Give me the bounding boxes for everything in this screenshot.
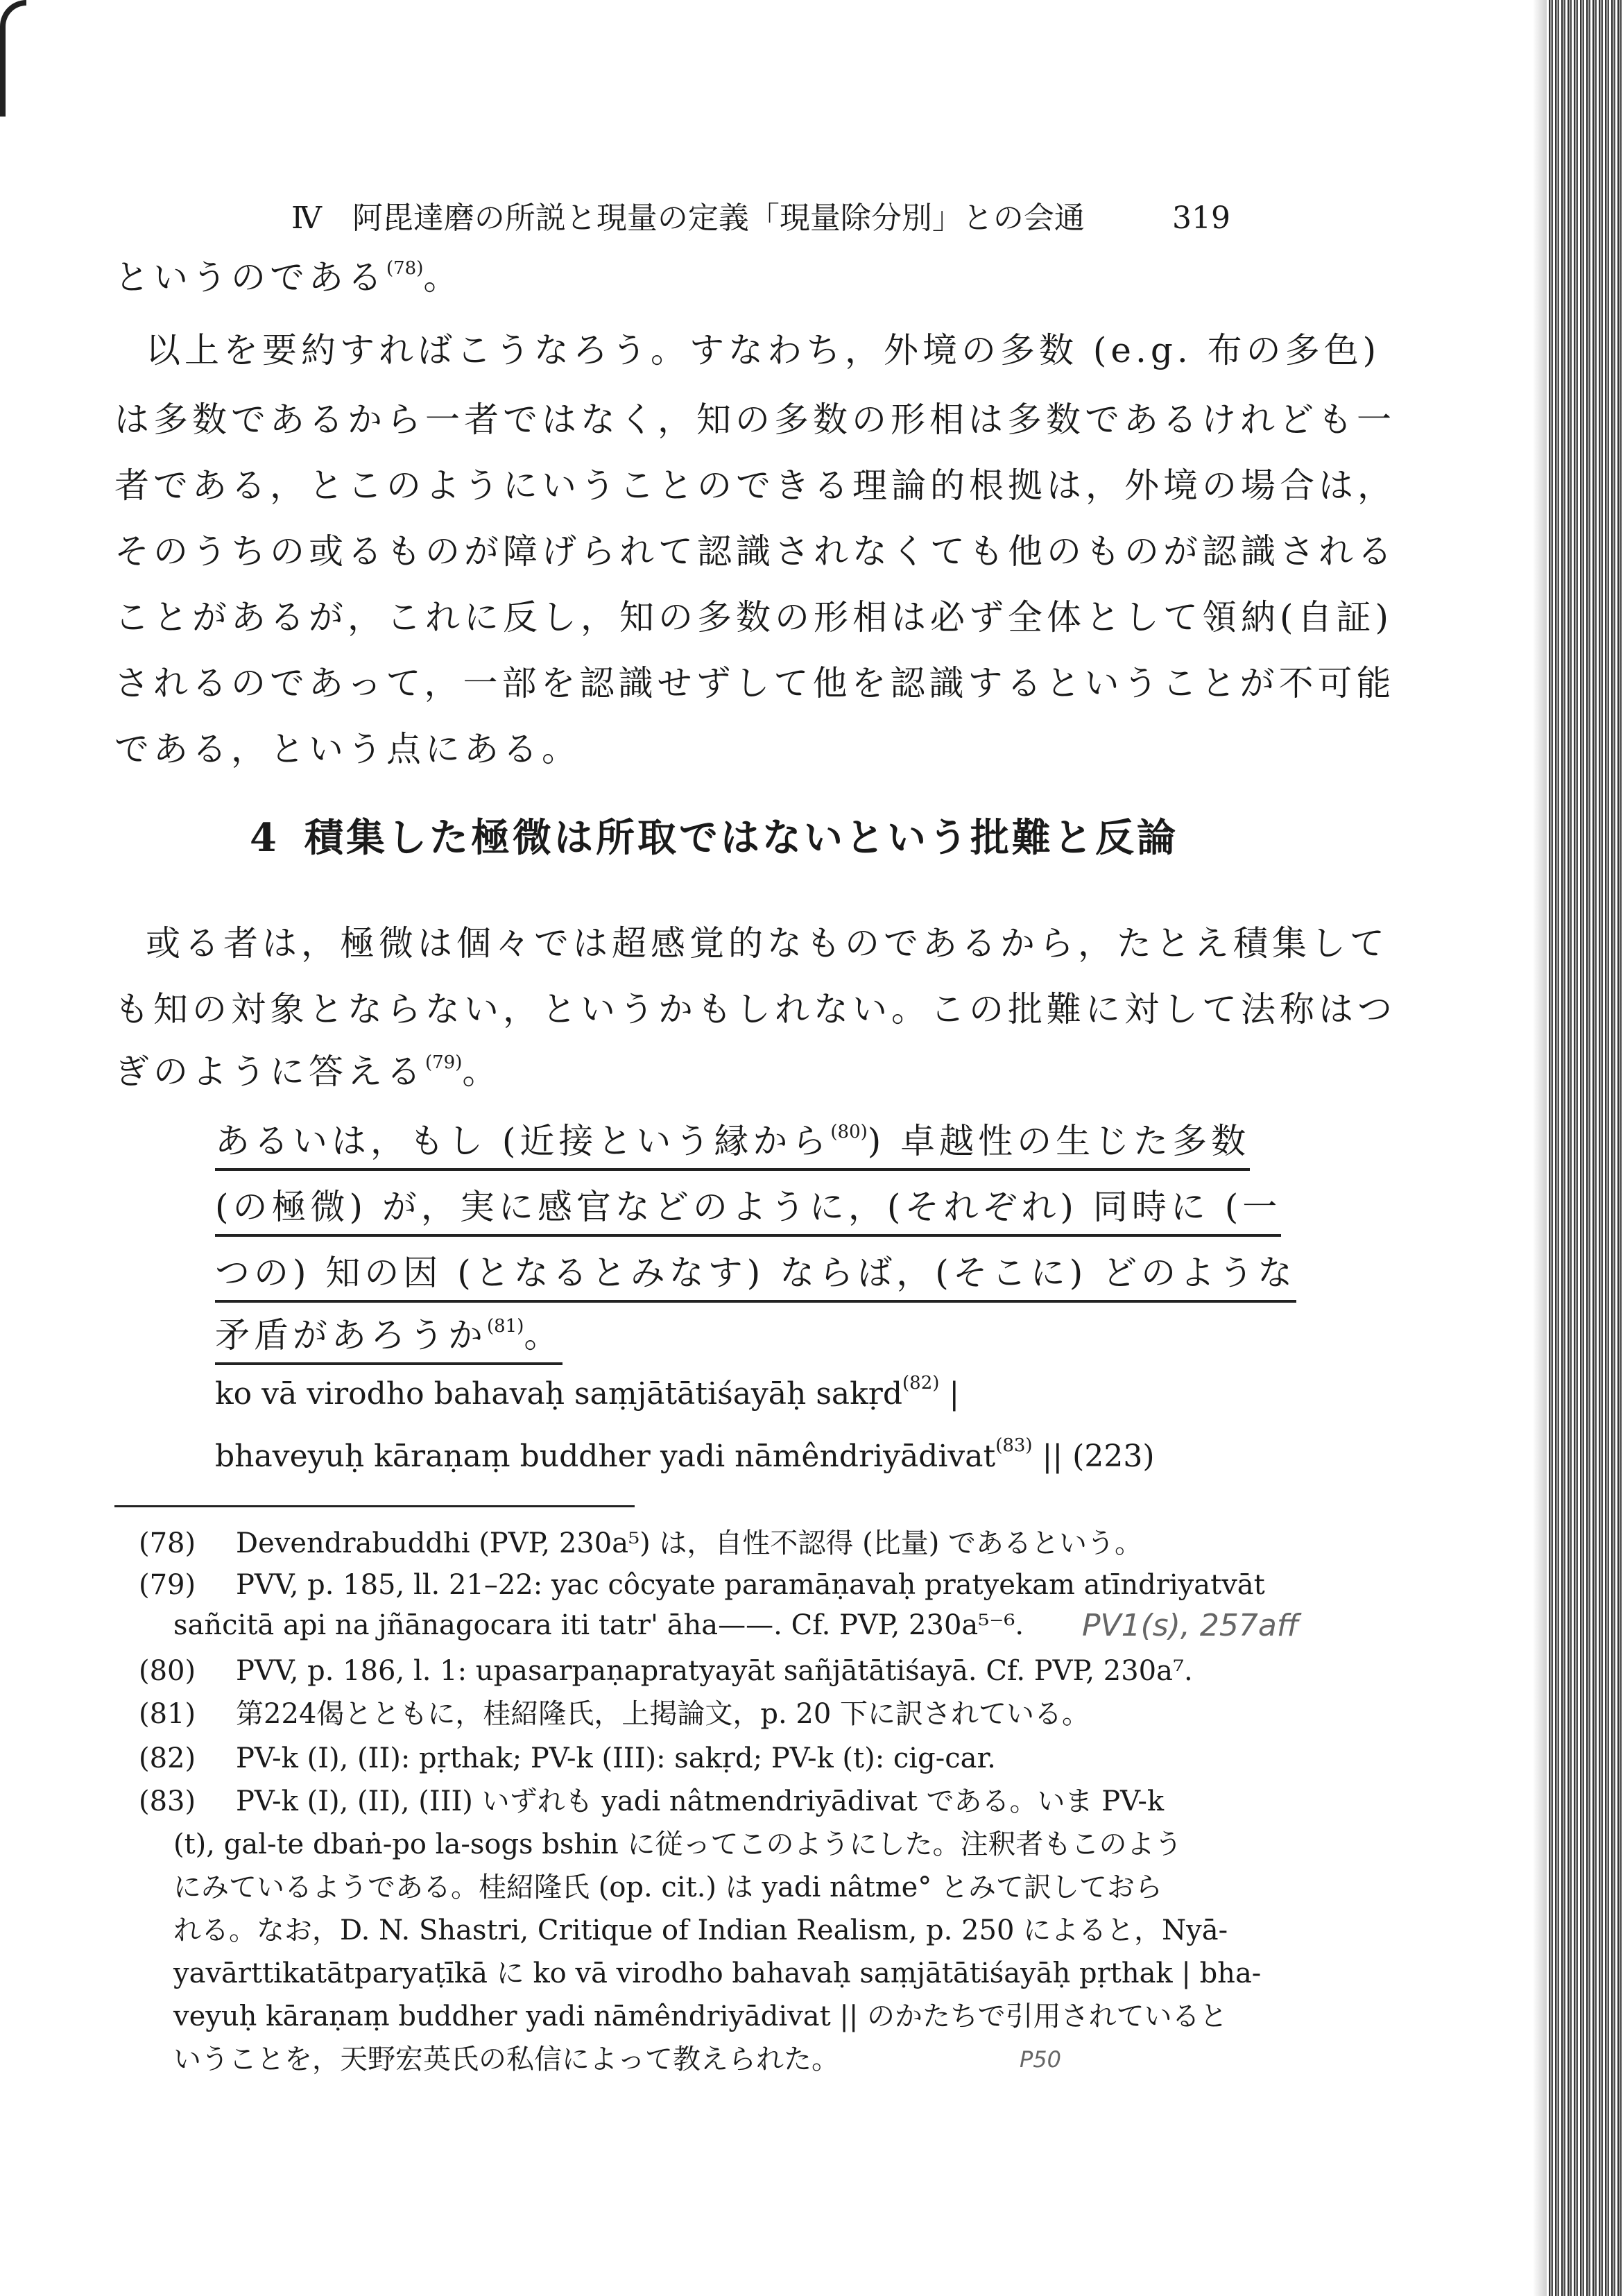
chapter-numeral: Ⅳ [291,200,323,236]
footnote-number: (79) [139,1569,196,1601]
quote-text: 矛盾があろうか [215,1315,487,1355]
running-head [291,198,1248,239]
footnote-number: (82) [139,1742,196,1774]
sanskrit-verse-line [215,1373,959,1415]
footnote-line: PVV, p. 185, ll. 21–22: yac côcyate paramāṇavaḥ pratyekam atīndriyatvāt [236,1569,1265,1601]
quote-text: あるいは，もし (近接という縁から [215,1121,831,1161]
footnote-number: (83) [139,1785,196,1817]
footnote-rule [114,1505,635,1507]
footnote-number: (80) [139,1655,196,1687]
footnote-line: sañcitā api na jñānagocara iti tatr' āha——. Cf. PVP, 230a⁵⁻⁶. [173,1609,1024,1641]
sanskrit-verse-line [215,1436,1155,1477]
quote-line [215,1117,1250,1171]
paragraph-line [114,1047,501,1096]
paragraph-line: は多数であるから一者ではなく，知の多数の形相は多数であるけれども一 [114,400,1396,440]
footnote-number: (81) [139,1698,196,1730]
footnote-line: れる。なお，D. N. Shastri, Critique of Indian Realism, p. 250 によると，Nyā- [173,1914,1228,1946]
sanskrit-text: || (223) [1032,1439,1155,1474]
footnote-line: Devendrabuddhi (PVP, 230a⁵) は，自性不認得 (比量) であるという。 [236,1527,1143,1559]
page-number: 319 [1172,200,1230,236]
quote-text: ) 卓越性の生じた多数 [867,1121,1251,1161]
footnote-line: PV-k (I), (II), (III) いずれも yadi nâtmendriyādivat である。いま PV-k [236,1785,1165,1817]
paragraph-line: されるのであって，一部を認識せずして他を認識するということが不可能 [114,663,1396,703]
section-number: 4 [250,815,280,861]
quote-line: (の極微) が，実に感官などのように，(それぞれ) 同時に (一 [215,1183,1281,1237]
footnote-line: PVV, p. 186, l. 1: upasarpaṇapratyayāt sañjātātiśayā. Cf. PVP, 230a⁷. [236,1655,1193,1687]
footnote-ref: (79) [425,1052,463,1073]
footnote-line: にみているようである。桂紹隆氏 (op. cit.) は yadi nâtme° とみて訳しておら [173,1871,1163,1903]
paragraph-line: である，という点にある。 [114,729,581,769]
footnote-line: (t), gal-te dbaṅ-po la-sogs bshin に従ってこのようにした。注釈者もこのよう [173,1828,1183,1860]
footnote-ref: (81) [487,1316,524,1337]
paragraph-line: 或る者は，極微は個々では超感覚的なものであるから，たとえ積集して [146,923,1389,963]
section-heading [250,810,1178,866]
sanskrit-text: | [939,1376,960,1412]
quote-line [215,1311,563,1365]
footnote-ref: (78) [386,258,424,279]
paragraph-line: ことがあるが，これに反し，知の多数の形相は必ず全体として領納(自証) [114,597,1393,637]
body-text: というのである [114,257,386,298]
paragraph-line: 者である，とこのようにいうことのできる理論的根拠は，外境の場合は， [114,465,1396,506]
quote-line: つの) 知の因 (となるとみなす) ならば，(そこに) どのような [215,1249,1296,1303]
footnote-line: いうことを，天野宏英氏の私信によって教えられた。 [173,2044,839,2075]
paragraph-line: も知の対象とならない，というかもしれない。この批難に対して法称はつ [114,989,1396,1029]
footnote-ref: (80) [830,1122,868,1142]
handwritten-page-note: P50 [1020,2046,1062,2073]
footnote-line: PV-k (I), (II): pṛthak; PV-k (III): sakṛd; PV-k (t): cig-car. [236,1742,996,1774]
section-title: 積集した極微は所取ではないという批難と反論 [304,815,1178,861]
footnote-line: 第224偈とともに，桂紹隆氏，上掲論文，p. 20 下に訳されている。 [236,1698,1090,1730]
body-text: 。 [462,1052,501,1092]
running-head-title: 阿毘達磨の所説と現量の定義「現量除分別」との会通 [352,200,1085,236]
footnote-line: veyuḥ kāraṇaṃ buddher yadi nāmêndriyādivat || のかたちで引用されていると [173,2001,1228,2032]
handwritten-margin-note: PV1(s), 257aff [1082,1608,1299,1643]
sanskrit-text: ko vā virodho bahavaḥ saṃjātātiśayāḥ sakṛd [215,1376,903,1412]
quote-text: 。 [524,1315,563,1355]
body-text: 。 [423,257,463,298]
sanskrit-text: bhaveyuḥ kāraṇaṃ buddher yadi nāmêndriyādivat [215,1439,996,1474]
footnote-number: (78) [139,1527,196,1559]
paragraph-line: 以上を要約すればこうなろう。すなわち，外境の多数 (e.g. 布の多色) [146,330,1381,370]
paragraph-line: そのうちの或るものが障げられて認識されなくても他のものが認識される [114,531,1396,572]
footnote-line: yavārttikatātparyaṭīkā に ko vā virodho bahavaḥ saṃjātātiśayāḥ pṛthak | bha- [173,1957,1262,1989]
body-line [114,253,462,302]
footnote-ref: (83) [995,1435,1033,1456]
footnote-ref: (82) [902,1373,940,1394]
body-text: ぎのように答える [114,1052,425,1092]
